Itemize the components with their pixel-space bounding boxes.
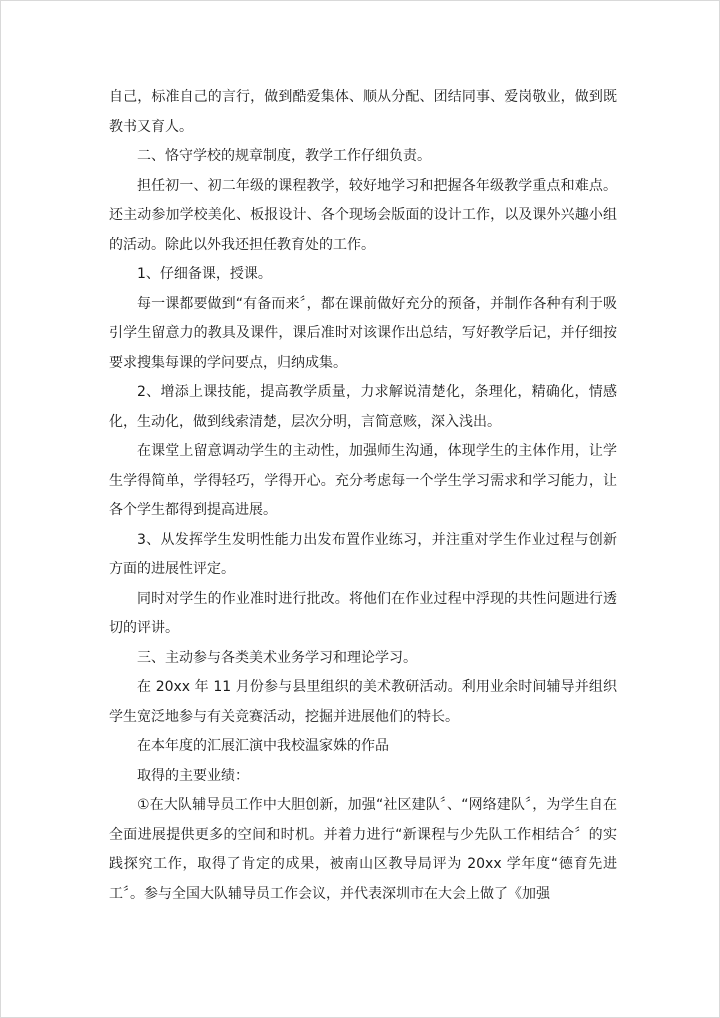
list-item-heading: 3、从发挥学生发明性能力出发布置作业练习，并注重对学生作业过程与创新方面的进展性评定。 [109, 531, 617, 577]
document-body [109, 83, 617, 909]
paragraph: 在 20xx 年 11 月份参与县里组织的美术教研活动。利用业余时间辅导并组织学生宽泛地参与有关竞赛活动，挖掘并进展他们的特长。 [109, 679, 617, 725]
list-item-heading: 2、增添上课技能，提高教学质量，力求解说清楚化，条理化，精确化，情感化，生动化，做到线索清楚，层次分明，言简意赅，深入浅出。 [109, 384, 617, 430]
section-heading: 二、恪守学校的规章制度，教学工作仔细负责。 [137, 148, 431, 164]
paragraph: 自己，标准自己的言行，做到酷爱集体、顺从分配、团结同事、爱岗敬业，做到既教书又育人。 [109, 89, 617, 135]
paragraph: 同时对学生的作业准时进行批改。将他们在作业过程中浮现的共性问题进行透切的评讲。 [109, 590, 617, 636]
section-heading: 三、主动参与各类美术业务学习和理论学习。 [137, 649, 417, 666]
paragraph: 在课堂上留意调动学生的主动性，加强师生沟通，体现学生的主体作用，让学生学得简单，学得轻巧，学得开心。充分考虑每一个学生学习需求和学习能力，让各个学生都得到提高进展。 [109, 443, 617, 518]
paragraph: 每一课都要做到“有备而来〞，都在课前做好充分的预备，并制作各种有利于吸引学生留意力的教具及课件，课后准时对该课作出总结，写好教学后记，并仔细按要求搜集每课的学问要点，归纳成集。 [109, 295, 617, 371]
list-item-heading: 1、仔细备课，授课。 [137, 266, 272, 282]
paragraph: 取得的主要业绩： [137, 767, 249, 784]
paragraph: ①在大队辅导员工作中大胆创新，加强“社区建队〞、“网络建队〞，为学生自在全面进展提供更多的空间和时机。并着力进行“新课程与少先队工作相结合〞的实践探究工作，取得了肯定的成果，被南山区教导局评为 20xx 学年度“德育先进工〞。参与全国大队辅导员工作会议，并代表深圳市在大会上做了《加强 [109, 797, 617, 902]
paragraph: 担任初一、初二年级的课程教学，较好地学习和把握各年级教学重点和难点。还主动参加学校美化、板报设计、各个现场会版面的设计工作，以及课外兴趣小组的活动。除此以外我还担任教育处的工作。 [109, 177, 617, 253]
paragraph: 在本年度的汇展汇演中我校温家姝的作品 [137, 738, 389, 754]
